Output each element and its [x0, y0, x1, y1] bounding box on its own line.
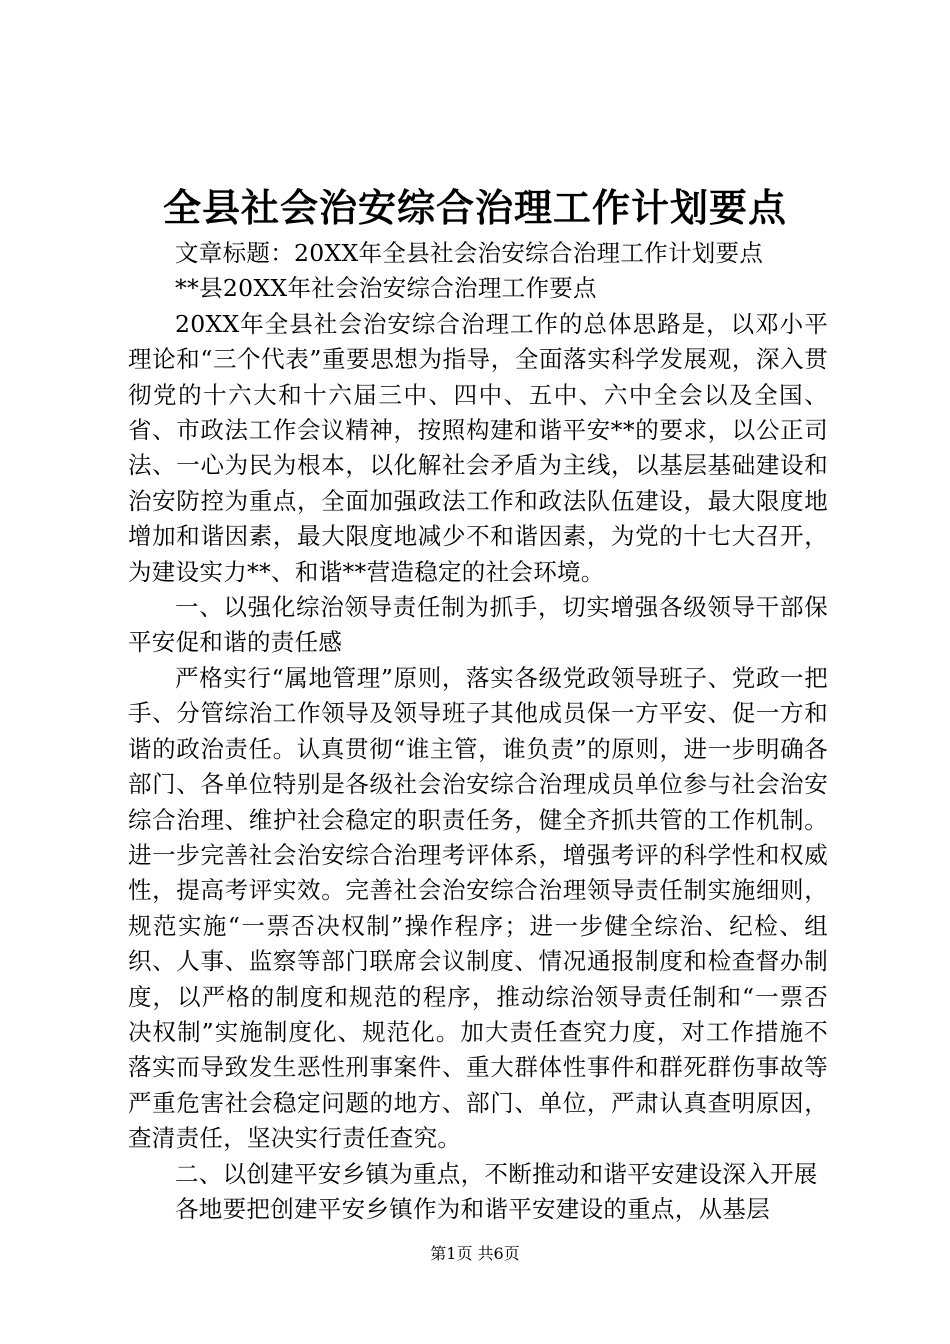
document-body: [128, 236, 828, 1227]
paragraph-section-1: 严格实行“属地管理”原则，落实各级党政领导班子、党政一把手、分管综治工作领导及领导班子其他成员保一方平安、促一方和谐的政治责任。认真贯彻“谁主管，谁负责”的原则，进一步明确各部门、各单位特别是各级社会治安综合治理成员单位参与社会治安综合治理、维护社会稳定的职责任务，健全齐抓共管的工作机制。进一步完善社会治安综合治理考评体系，增强考评的科学性和权威性，提高考评实效。完善社会治安综合治理领导责任制实施细则，规范实施“一票否决权制”操作程序；进一步健全综治、纪检、组织、人事、监察等部门联席会议制度、情况通报制度和检查督办制度，以严格的制度和规范的程序，推动综治领导责任制和“一票否决权制”实施制度化、规范化。加大责任查究力度，对工作措施不落实而导致发生恶性刑事案件、重大群体性事件和群死群伤事故等严重危害社会稳定问题的地方、部门、单位，严肃认真查明原因，查清责任，坚决实行责任查究。: [128, 663, 828, 1153]
section-heading-2: 二、以创建平安乡镇为重点，不断推动和谐平安建设深入开展: [175, 1159, 818, 1188]
section-heading-1: 一、以强化综治领导责任制为抓手，切实增强各级领导干部保平安促和谐的责任感: [128, 593, 828, 657]
article-title-line: 文章标题：20XX年全县社会治安综合治理工作计划要点: [175, 239, 764, 267]
page-number-footer: 第1页 共6页: [430, 1244, 520, 1263]
subtitle-line: **县20XX年社会治安综合治理工作要点: [175, 274, 597, 303]
paragraph-section-2: 各地要把创建平安乡镇作为和谐平安建设的重点，从基层: [175, 1194, 770, 1223]
document-title: 全县社会治安综合治理工作计划要点: [162, 185, 787, 230]
paragraph-intro: 20XX年全县社会治安综合治理工作的总体思路是，以邓小平理论和“三个代表”重要思想为指导，全面落实科学发展观，深入贯彻党的十六大和十六届三中、四中、五中、六中全会以及全国、省、市政法工作会议精神，按照构建和谐平安**的要求，以公正司法、一心为民为根本，以化解社会矛盾为主线，以基层基础建设和治安防控为重点，全面加强政法工作和政法队伍建设，最大限度地增加和谐因素，最大限度地减少不和谐因素，为党的十七大召开，为建设实力**、和谐**营造稳定的社会环境。: [128, 309, 828, 586]
